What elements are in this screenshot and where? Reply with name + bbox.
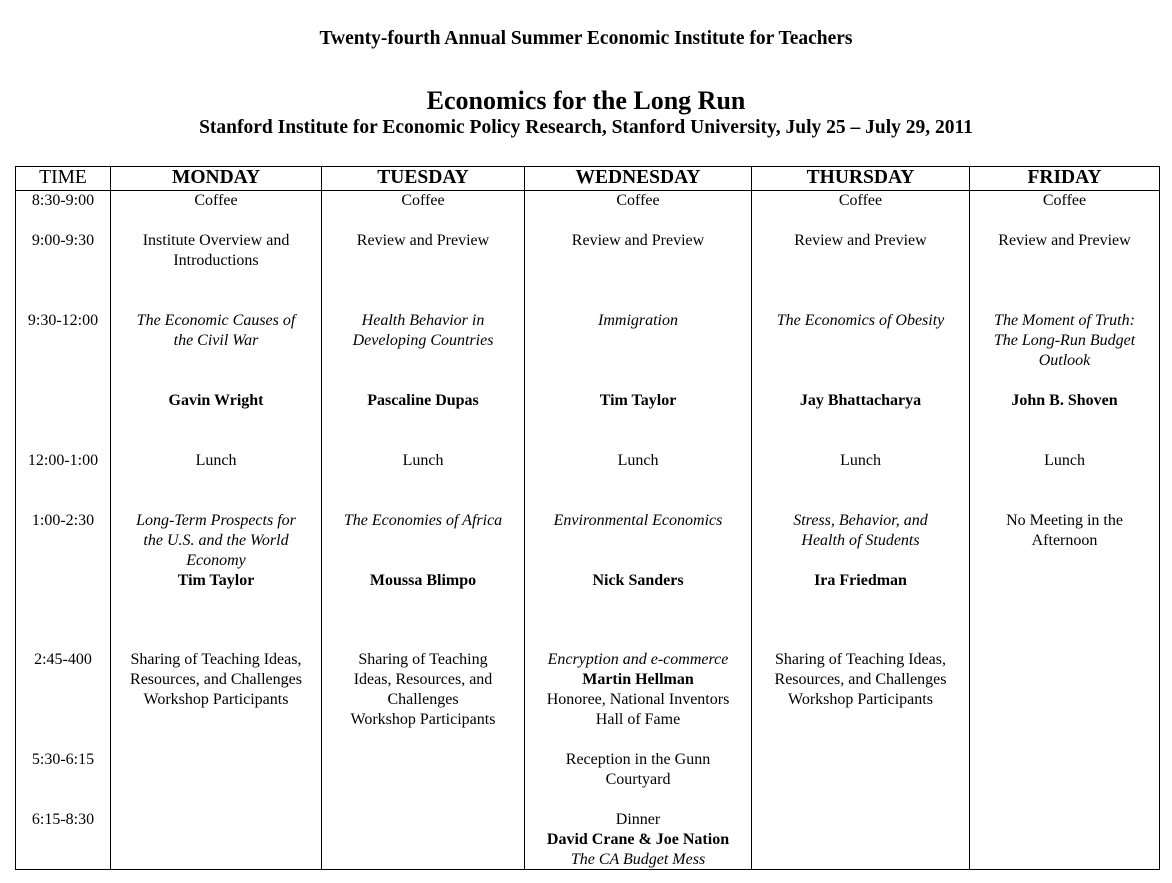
page-title: Economics for the Long Run xyxy=(426,86,746,115)
thursday-lunch: Lunch xyxy=(840,452,881,469)
text-line: Outlook xyxy=(1038,352,1091,369)
text-line: Challenges xyxy=(387,691,459,708)
time-slot: 12:00-1:00 xyxy=(27,452,99,469)
thursday-coffee: Coffee xyxy=(838,192,883,209)
monday-afternoon-session xyxy=(110,511,322,571)
wednesday-afternoon-session: Environmental Economics xyxy=(553,512,723,529)
text-line: Ideas, Resources, and xyxy=(353,671,493,688)
tuesday-coffee: Coffee xyxy=(401,192,445,209)
monday-coffee: Coffee xyxy=(194,192,238,209)
thursday-speaker: Jay Bhattacharya xyxy=(799,392,922,409)
text-line: Afternoon xyxy=(1031,532,1098,549)
dinner-topic: The CA Budget Mess xyxy=(570,851,706,868)
text-line: Sharing of Teaching Ideas, xyxy=(775,651,946,668)
tuesday-sharing-session xyxy=(321,650,525,730)
text-line: Stress, Behavior, and xyxy=(793,512,928,529)
wednesday-dinner xyxy=(524,810,752,870)
wednesday-lunch: Lunch xyxy=(617,452,659,469)
text-line: Health of Students xyxy=(801,532,920,549)
tuesday-review: Review and Preview xyxy=(356,232,490,249)
text-line: Developing Countries xyxy=(352,332,494,349)
friday-lunch: Lunch xyxy=(1044,452,1085,469)
column-header-tuesday: TUESDAY xyxy=(377,167,469,188)
text-line: the U.S. and the World xyxy=(143,532,289,549)
text-line: Health Behavior in xyxy=(361,312,485,329)
text-line: Sharing of Teaching xyxy=(358,651,488,668)
text-line: The Long-Run Budget xyxy=(993,332,1136,349)
text-line: Resources, and Challenges xyxy=(130,671,302,688)
text-line: Long-Term Prospects for xyxy=(136,512,296,529)
thursday-afternoon-session xyxy=(751,511,970,551)
column-header-time: TIME xyxy=(39,167,87,188)
tuesday-afternoon-speaker: Moussa Blimpo xyxy=(369,572,477,589)
text-line: Workshop Participants xyxy=(788,691,933,708)
text-line: Workshop Participants xyxy=(350,711,496,728)
text-line: Sharing of Teaching Ideas, xyxy=(130,651,302,668)
text-line: Introductions xyxy=(173,252,259,269)
wednesday-session-title: Immigration xyxy=(598,312,678,329)
monday-speaker: Gavin Wright xyxy=(168,392,264,409)
wednesday-coffee: Coffee xyxy=(616,192,660,209)
column-header-friday: FRIDAY xyxy=(1027,167,1102,188)
wednesday-afternoon-speaker: Nick Sanders xyxy=(592,572,684,589)
institute-name: Twenty-fourth Annual Summer Economic Institute for Teachers xyxy=(319,28,853,49)
text-line: the Civil War xyxy=(173,332,259,349)
thursday-session-title: The Economics of Obesity xyxy=(776,312,945,329)
text-line: The Moment of Truth: xyxy=(994,312,1135,329)
wednesday-review: Review and Preview xyxy=(571,232,705,249)
text-line: Hall of Fame xyxy=(595,711,681,728)
monday-afternoon-speaker: Tim Taylor xyxy=(177,572,255,589)
monday-sharing-session xyxy=(110,650,322,710)
wednesday-late-session xyxy=(524,650,752,730)
speaker-name: Martin Hellman xyxy=(582,671,694,688)
time-slot: 8:30-9:00 xyxy=(31,192,95,209)
text-line: The Economic Causes of xyxy=(136,312,296,329)
wednesday-reception xyxy=(524,750,752,790)
page-subtitle: Stanford Institute for Economic Policy Research, Stanford University, July 25 – July 29, 2011 xyxy=(199,117,973,138)
friday-review: Review and Preview xyxy=(998,232,1131,249)
text-line: Reception in the Gunn xyxy=(565,751,711,768)
column-header-thursday: THURSDAY xyxy=(806,167,915,188)
text-line: Resources, and Challenges xyxy=(774,671,947,688)
friday-session-title xyxy=(969,311,1160,371)
time-slot: 1:00-2:30 xyxy=(31,512,95,529)
text-line: Economy xyxy=(186,552,246,569)
wednesday-speaker: Tim Taylor xyxy=(599,392,677,409)
text-line: Institute Overview and xyxy=(142,232,290,249)
time-slot: 2:45-400 xyxy=(34,651,92,668)
time-slot: 9:00-9:30 xyxy=(31,232,95,249)
text-line: Honoree, National Inventors xyxy=(546,691,730,708)
tuesday-speaker: Pascaline Dupas xyxy=(367,392,479,409)
time-slot: 5:30-6:15 xyxy=(31,751,95,768)
tuesday-session-title xyxy=(321,311,525,351)
dinner-speakers: David Crane & Joe Nation xyxy=(546,831,730,848)
dinner-label: Dinner xyxy=(615,811,661,828)
tuesday-lunch: Lunch xyxy=(402,452,444,469)
friday-speaker: John B. Shoven xyxy=(1011,392,1118,409)
text-line: Courtyard xyxy=(605,771,671,788)
thursday-sharing-session xyxy=(751,650,970,710)
text-line: Workshop Participants xyxy=(143,691,289,708)
column-header-wednesday: WEDNESDAY xyxy=(575,167,701,188)
friday-coffee: Coffee xyxy=(1042,192,1087,209)
monday-session-title xyxy=(110,311,322,351)
column-header-monday: MONDAY xyxy=(171,167,261,188)
time-slot: 9:30-12:00 xyxy=(27,312,99,329)
thursday-review: Review and Preview xyxy=(794,232,927,249)
session-title: Encryption and e-commerce xyxy=(547,651,729,668)
friday-afternoon-note xyxy=(969,511,1160,551)
monday-lunch: Lunch xyxy=(195,452,237,469)
time-slot: 6:15-8:30 xyxy=(31,811,95,828)
thursday-afternoon-speaker: Ira Friedman xyxy=(814,572,907,589)
tuesday-afternoon-session: The Economies of Africa xyxy=(343,512,503,529)
monday-overview xyxy=(110,231,322,271)
text-line: No Meeting in the xyxy=(1006,512,1123,529)
